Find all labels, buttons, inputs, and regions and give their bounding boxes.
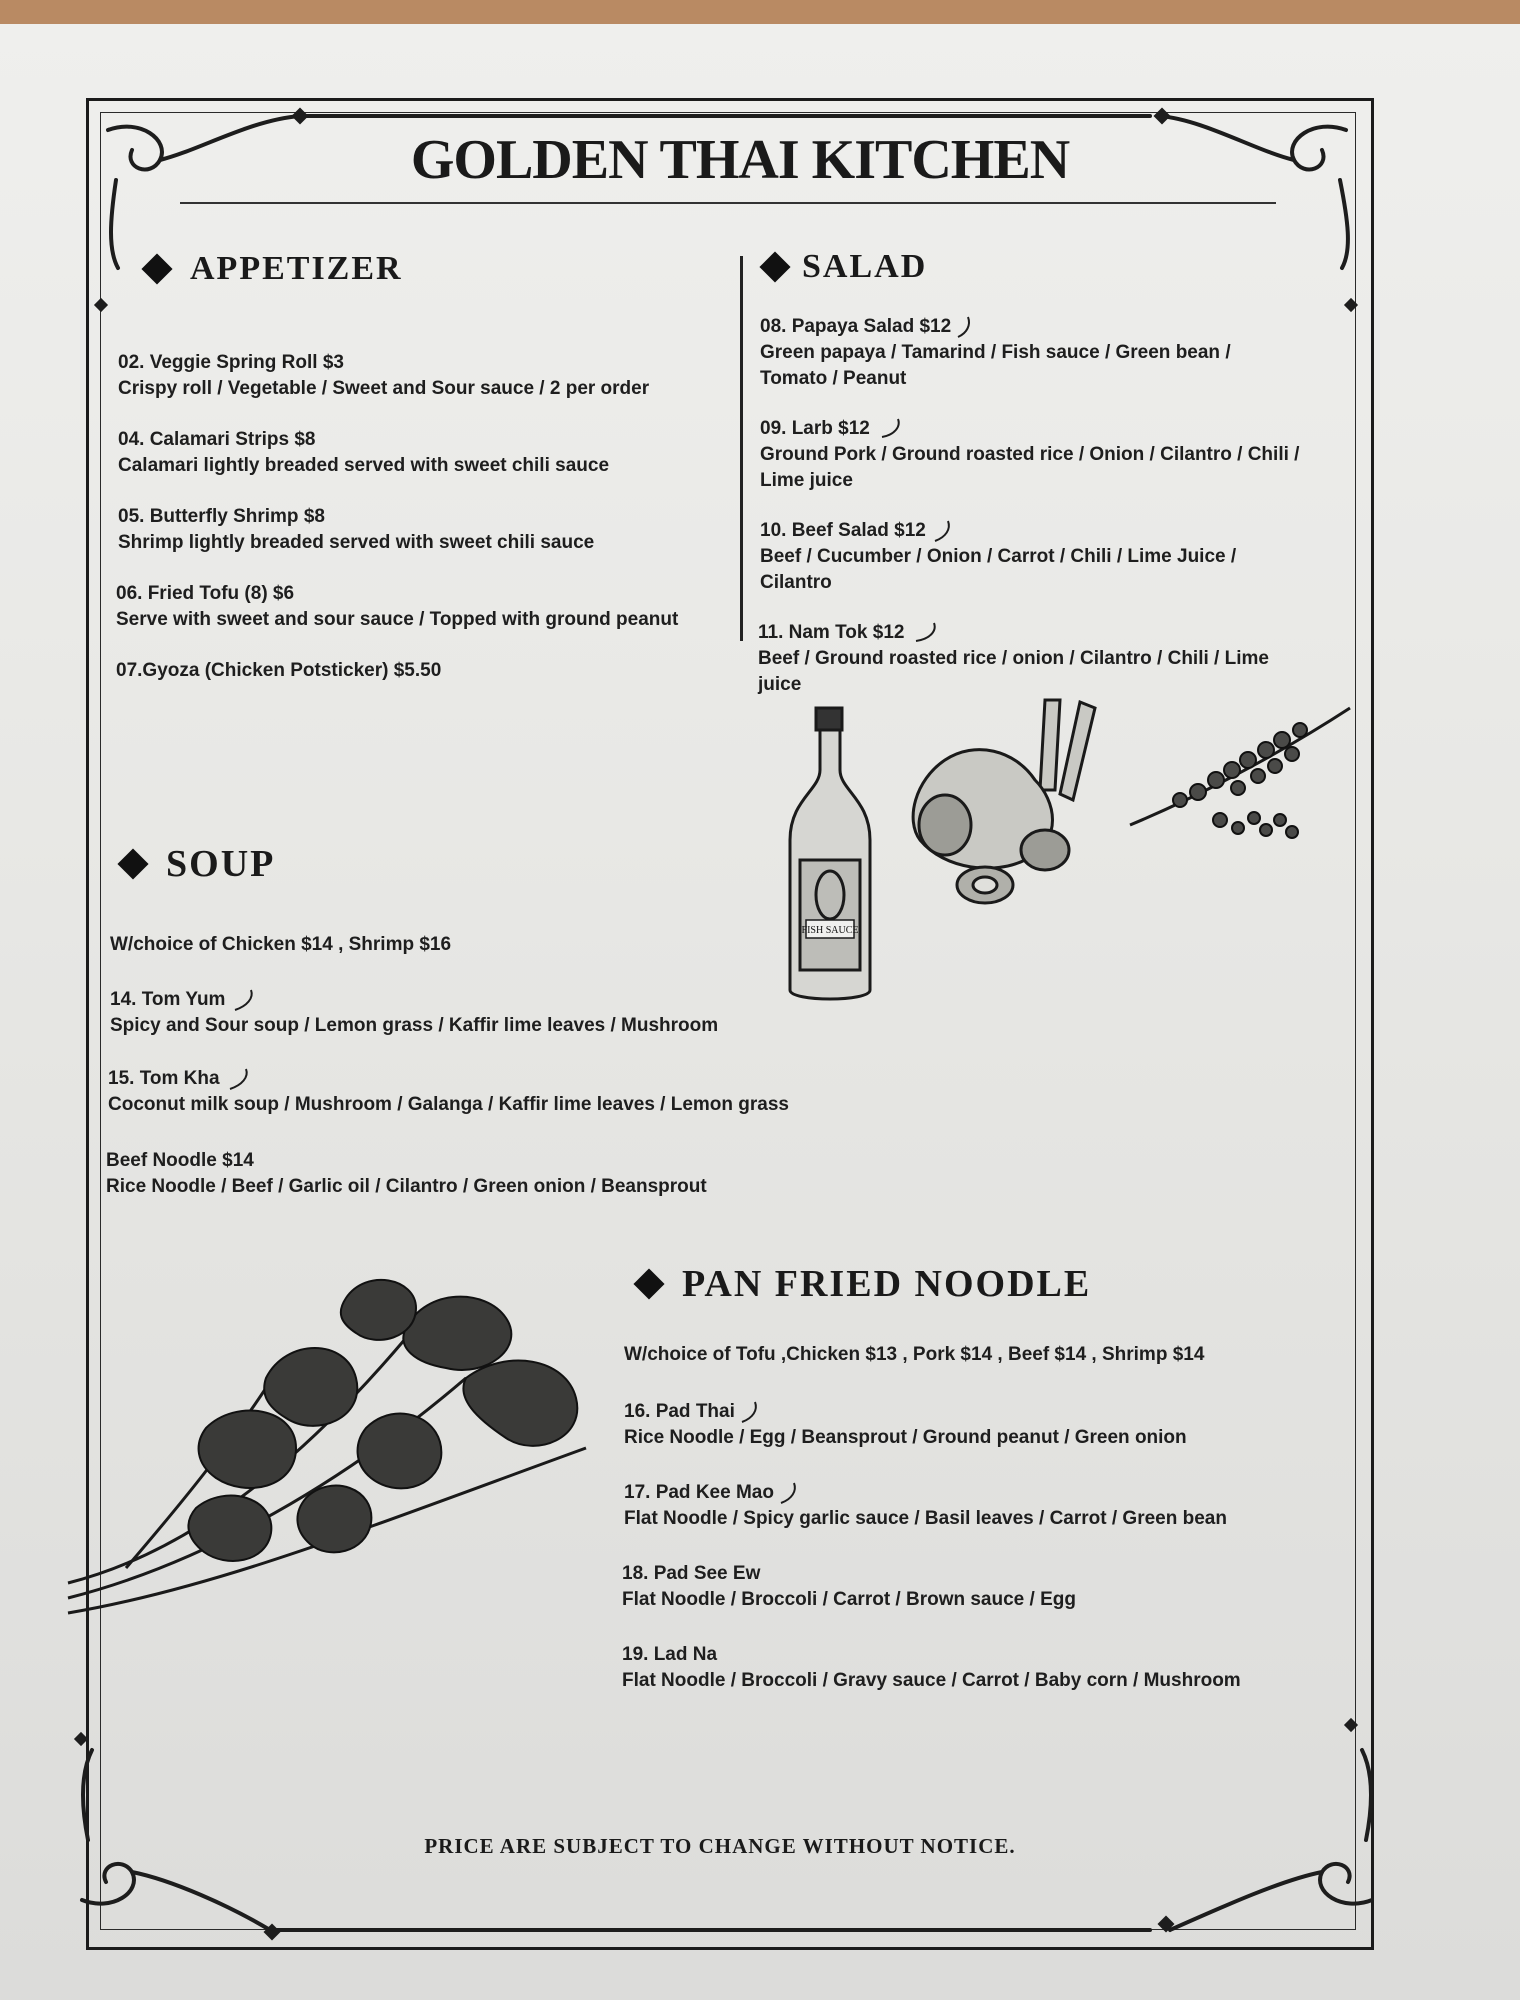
item-description: Flat Noodle / Spicy garlic sauce / Basil leaves / Carrot / Green bean bbox=[624, 1508, 1227, 1529]
bottle-label: FISH SAUCE bbox=[801, 925, 859, 936]
item-name: 06. Fried Tofu (8) $6 bbox=[116, 583, 295, 604]
item-name: 08. Papaya Salad $12 bbox=[760, 314, 1231, 340]
soup-title: SOUP bbox=[166, 843, 276, 885]
menu-item bbox=[106, 1148, 707, 1200]
item-description: Beef / Cucumber / Onion / Carrot / Chili / Lime Juice / bbox=[760, 546, 1237, 567]
item-name: 17. Pad Kee Mao bbox=[624, 1480, 1227, 1506]
item-name: 11. Nam Tok $12 bbox=[758, 620, 1269, 646]
menu-item bbox=[760, 314, 1231, 392]
chili-icon bbox=[778, 1481, 800, 1505]
column-divider bbox=[740, 256, 743, 641]
title-divider bbox=[180, 202, 1276, 204]
menu-item bbox=[118, 350, 649, 402]
diamond-bullet-icon bbox=[759, 251, 790, 282]
appetizer-title: APPETIZER bbox=[190, 250, 403, 287]
diamond-bullet-icon bbox=[633, 1268, 664, 1299]
salad-title: SALAD bbox=[802, 248, 928, 285]
noodle-price-note: W/choice of Tofu ,Chicken $13 , Pork $14 , Beef $14 , Shrimp $14 bbox=[624, 1344, 1205, 1365]
price-disclaimer: PRICE ARE SUBJECT TO CHANGE WITHOUT NOTICE. bbox=[424, 1834, 1016, 1858]
item-description: Ground Pork / Ground roasted rice / Onion / Cilantro / Chili / bbox=[760, 444, 1300, 465]
pan-fried-noodle-heading bbox=[638, 1262, 1091, 1306]
item-description: Spicy and Sour soup / Lemon grass / Kaffir lime leaves / Mushroom bbox=[110, 1015, 719, 1036]
menu-item bbox=[622, 1561, 1076, 1613]
item-name: 04. Calamari Strips $8 bbox=[118, 429, 316, 450]
item-description: Coconut milk soup / Mushroom / Galanga / Kaffir lime leaves / Lemon grass bbox=[108, 1094, 789, 1115]
item-description: juice bbox=[758, 674, 802, 695]
cilantro-icon bbox=[66, 1268, 606, 1628]
restaurant-title: GOLDEN THAI KITCHEN bbox=[410, 129, 1070, 191]
menu-item bbox=[116, 581, 678, 633]
diamond-bullet-icon bbox=[141, 253, 172, 284]
salad-heading bbox=[764, 248, 927, 286]
item-name: 16. Pad Thai bbox=[624, 1399, 1187, 1425]
menu-item bbox=[760, 518, 1236, 596]
menu-item bbox=[108, 1066, 789, 1118]
item-description: Lime juice bbox=[760, 470, 853, 491]
soup-heading bbox=[122, 842, 275, 886]
chili-icon bbox=[874, 417, 904, 441]
chili-icon bbox=[908, 621, 942, 645]
soup-price-note: W/choice of Chicken $14 , Shrimp $16 bbox=[110, 934, 452, 955]
menu-item bbox=[118, 427, 609, 479]
chili-icon bbox=[229, 988, 259, 1012]
menu-item bbox=[116, 658, 441, 684]
menu-item bbox=[622, 1642, 1241, 1694]
chili-icon bbox=[955, 315, 973, 339]
menu-item bbox=[624, 1399, 1187, 1451]
item-description: Flat Noodle / Broccoli / Carrot / Brown sauce / Egg bbox=[622, 1589, 1076, 1610]
item-name: 19. Lad Na bbox=[622, 1644, 718, 1665]
peppercorn-icon bbox=[1120, 700, 1360, 860]
item-description: Shrimp lightly breaded served with sweet chili sauce bbox=[118, 532, 595, 553]
item-description: Flat Noodle / Broccoli / Gravy sauce / Carrot / Baby corn / Mushroom bbox=[622, 1670, 1241, 1691]
item-description: Calamari lightly breaded served with sweet chili sauce bbox=[118, 455, 610, 476]
pan-fried-noodle-title: PAN FRIED NOODLE bbox=[682, 1263, 1092, 1305]
item-name: 07.Gyoza (Chicken Potsticker) $5.50 bbox=[116, 660, 442, 681]
chili-icon bbox=[739, 1400, 761, 1424]
menu-item bbox=[760, 416, 1299, 494]
diamond-bullet-icon bbox=[117, 848, 148, 879]
item-name: 15. Tom Kha bbox=[108, 1066, 789, 1092]
chili-icon bbox=[930, 519, 954, 543]
item-name: 05. Butterfly Shrimp $8 bbox=[118, 506, 325, 527]
item-description: Beef / Ground roasted rice / onion / Cilantro / Chili / Lime bbox=[758, 648, 1269, 669]
item-description: Green papaya / Tamarind / Fish sauce / Green bean / bbox=[760, 342, 1231, 363]
menu-item bbox=[624, 1480, 1227, 1532]
item-name: 09. Larb $12 bbox=[760, 416, 1299, 442]
item-description: Cilantro bbox=[760, 572, 832, 593]
item-name: 18. Pad See Ew bbox=[622, 1563, 761, 1584]
menu-item bbox=[758, 620, 1269, 698]
item-name: 02. Veggie Spring Roll $3 bbox=[118, 352, 344, 373]
item-description: Crispy roll / Vegetable / Sweet and Sour sauce / 2 per order bbox=[118, 378, 650, 399]
item-description: Rice Noodle / Egg / Beansprout / Ground peanut / Green onion bbox=[624, 1427, 1187, 1448]
item-description: Serve with sweet and sour sauce / Topped with ground peanut bbox=[116, 609, 679, 630]
fish-sauce-bottle-icon bbox=[780, 690, 880, 1010]
item-name: Beef Noodle $14 bbox=[106, 1150, 254, 1171]
galangal-icon bbox=[905, 690, 1140, 920]
chili-icon bbox=[224, 1067, 254, 1091]
appetizer-heading bbox=[146, 250, 403, 288]
item-description: Tomato / Peanut bbox=[760, 368, 907, 389]
item-description: Rice Noodle / Beef / Garlic oil / Cilantro / Green onion / Beansprout bbox=[106, 1176, 707, 1197]
item-name: 14. Tom Yum bbox=[110, 987, 718, 1013]
menu-item bbox=[118, 504, 594, 556]
menu-item bbox=[110, 987, 718, 1039]
item-name: 10. Beef Salad $12 bbox=[760, 518, 1236, 544]
